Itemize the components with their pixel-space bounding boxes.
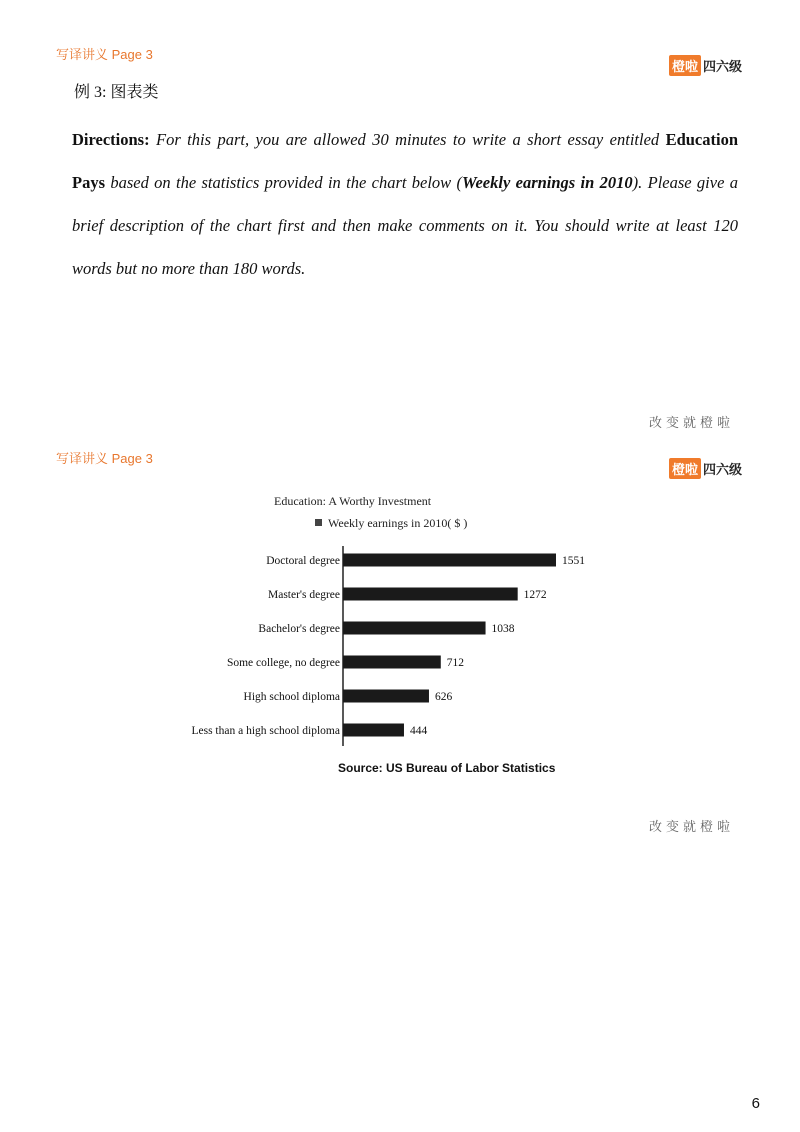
directions-text-1: For this part, you are allowed 30 minutes to write a short essay entitled [149, 130, 666, 149]
chart-reference: Weekly earnings in 2010 [462, 173, 633, 192]
legend-label: Weekly earnings in 2010( $ ) [328, 516, 468, 530]
example-title: 例 3: 图表类 [74, 84, 159, 101]
value-label: 712 [446, 657, 465, 669]
brand-logo [669, 458, 742, 479]
brand-logo [669, 55, 742, 76]
bar [343, 554, 556, 567]
value-label: 1272 [523, 589, 547, 601]
legend-swatch [315, 519, 322, 526]
brand-badge: 橙啦 [669, 55, 701, 76]
page-label: 写译讲义 Page 3 [56, 47, 153, 62]
directions-text-3: ). Please give a brief description of the chart first and then make comments on it. You should write at least 120 words but no more than 180 words. [72, 173, 738, 278]
category-label: Bachelor's degree [258, 623, 340, 635]
value-label: 444 [409, 725, 428, 737]
page-label: 写译讲义 Page 3 [56, 451, 153, 466]
chart-title: Education: A Worthy Investment [274, 494, 432, 508]
value-label: 1038 [491, 623, 515, 635]
footer-slogan: 改变就橙啦 [648, 819, 734, 834]
directions-paragraph [72, 118, 738, 290]
bar [343, 690, 429, 703]
chart-source: Source: US Bureau of Labor Statistics [338, 761, 556, 775]
essay-title: Education Pays [72, 130, 738, 192]
category-label: High school diploma [243, 691, 340, 703]
bar-chart [190, 488, 590, 788]
brand-text: 四六级 [702, 59, 742, 74]
bar [343, 656, 441, 669]
category-label: Less than a high school diploma [191, 725, 340, 737]
bar [343, 588, 518, 601]
category-label: Master's degree [268, 589, 340, 601]
category-label: Doctoral degree [266, 555, 340, 567]
page-number: 6 [751, 1095, 760, 1112]
bar [343, 622, 486, 635]
footer-slogan: 改变就橙啦 [648, 415, 734, 430]
brand-text: 四六级 [702, 462, 742, 477]
bar [343, 724, 404, 737]
value-label: 1551 [562, 555, 585, 567]
chart-figure [190, 488, 590, 788]
bars-group [191, 554, 585, 738]
brand-badge: 橙啦 [669, 458, 701, 479]
directions-text-2: based on the statistics provided in the chart below ( [105, 173, 463, 192]
directions-label: Directions: [72, 130, 150, 149]
category-label: Some college, no degree [226, 657, 340, 669]
value-label: 626 [434, 691, 453, 703]
